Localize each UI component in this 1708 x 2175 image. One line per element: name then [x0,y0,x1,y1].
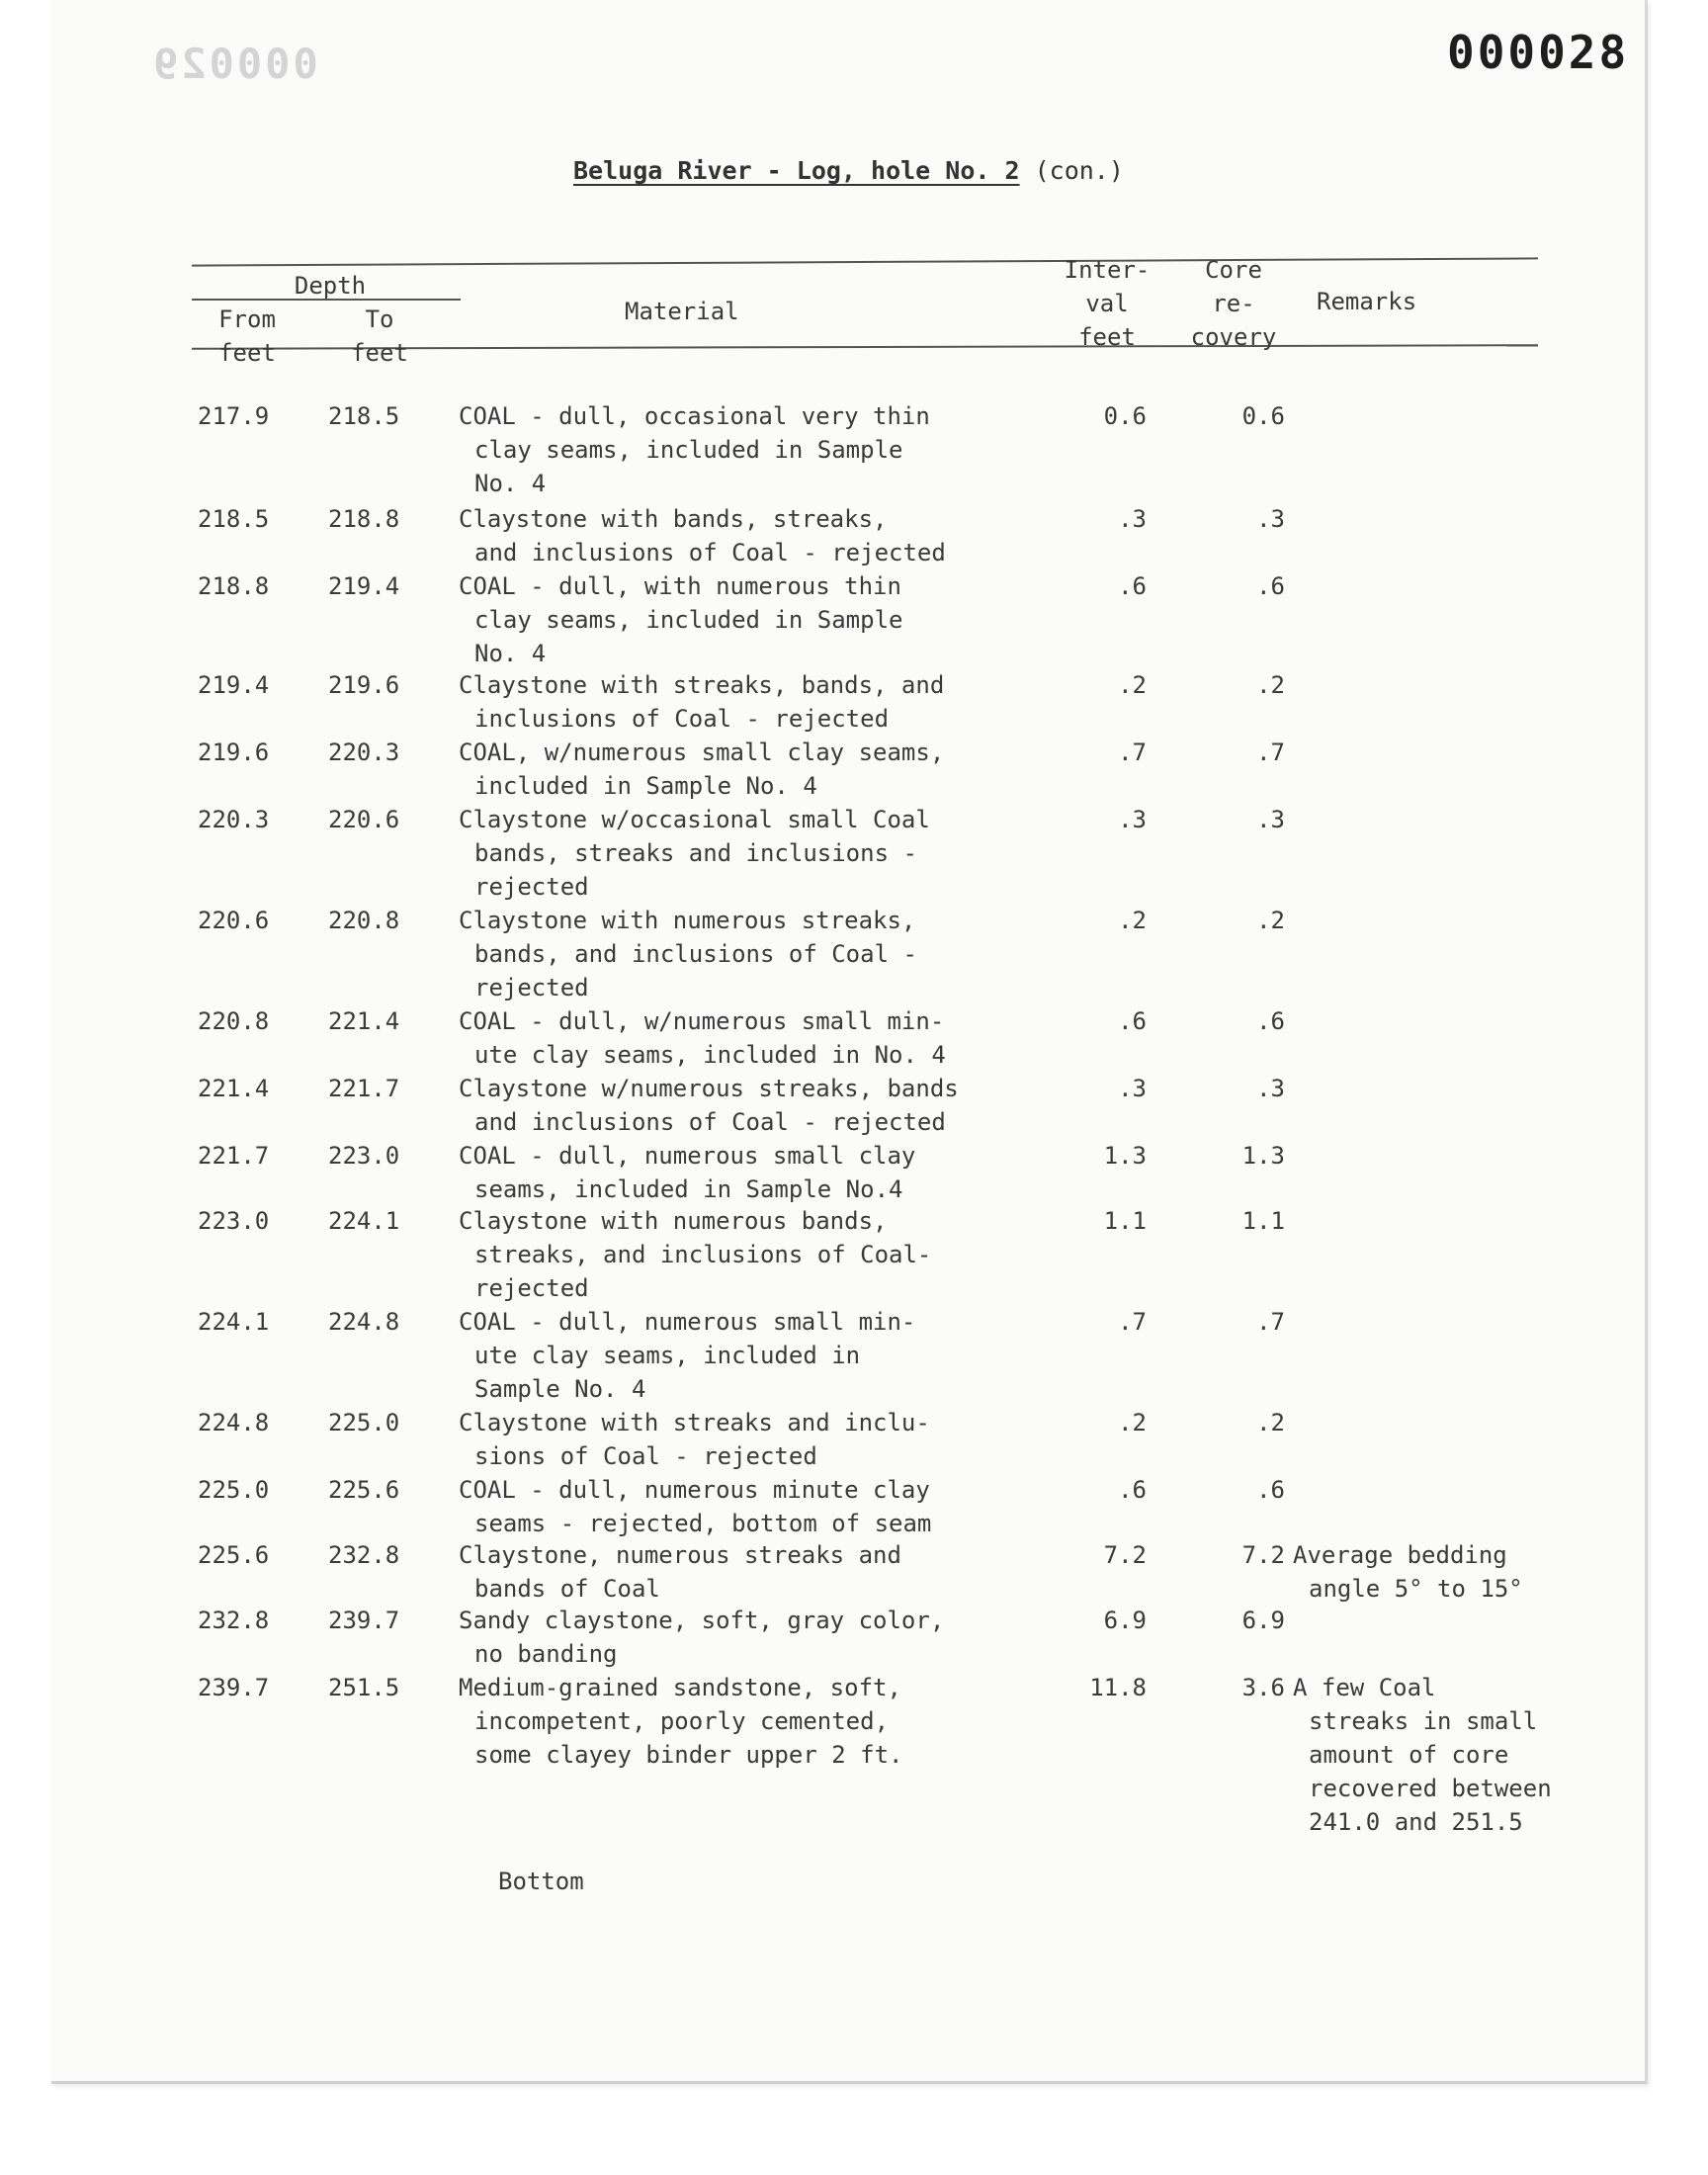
remarks [1293,1538,1523,1606]
material-line: ute clay seams, included in [474,1342,861,1369]
depth-from: 218.8 [198,572,270,600]
material-line: no banding [474,1640,618,1668]
remarks [1293,1671,1552,1839]
material-line: COAL - dull, numerous small min- [459,1308,916,1336]
interval-feet: .6 [1118,1007,1147,1035]
document-page [51,0,1648,2084]
material-description [459,1604,944,1671]
depth-to: 239.7 [328,1607,400,1634]
material-line: some clayey binder upper 2 ft. [474,1741,903,1769]
header-from [188,303,306,370]
material-line: Claystone, numerous streaks and [459,1541,901,1569]
depth-from: 224.8 [198,1409,270,1436]
header-interval-line: val [1085,290,1129,317]
material-line: ute clay seams, included in No. 4 [474,1041,946,1069]
material-line: clay seams, included in Sample [474,606,903,634]
core-recovery: 1.3 [1241,1142,1285,1170]
depth-from: 220.8 [198,1007,270,1035]
material-line: included in Sample No. 4 [474,772,817,800]
remarks-line: Average bedding [1293,1541,1507,1569]
material-line: COAL, w/numerous small clay seams, [459,739,945,766]
depth-to: 223.0 [328,1142,400,1170]
material-line: Sandy claystone, soft, gray color, [459,1607,945,1634]
remarks-line: angle 5° to 15° [1309,1575,1523,1603]
depth-to: 218.5 [328,402,400,430]
interval-feet: 6.9 [1103,1607,1147,1634]
depth-from: 218.5 [198,505,270,533]
core-recovery: .6 [1256,1007,1285,1035]
material-description [459,502,946,569]
depth-to: 220.6 [328,806,400,833]
material-line: Sample No. 4 [474,1375,646,1403]
depth-from: 221.7 [198,1142,270,1170]
depth-to: 224.1 [328,1207,400,1235]
header-core-line: Core [1205,256,1262,284]
remarks-line: 241.0 and 251.5 [1309,1808,1523,1836]
header-interval-line: feet [1078,323,1136,351]
material-line: Claystone w/numerous streaks, bands [459,1075,959,1102]
material-description [459,1139,915,1206]
material-line: inclusions of Coal - rejected [474,705,890,733]
material-line: sions of Coal - rejected [474,1442,817,1470]
header-core [1174,253,1293,354]
interval-feet: 11.8 [1089,1674,1147,1701]
depth-to: 221.4 [328,1007,400,1035]
remarks-line: amount of core [1309,1741,1509,1769]
depth-from: 220.3 [198,806,270,833]
material-line: COAL - dull, with numerous thin [459,572,901,600]
depth-to: 225.0 [328,1409,400,1436]
depth-to: 218.8 [328,505,400,533]
depth-from: 219.6 [198,739,270,766]
log-bottom-label: Bottom [498,1868,584,1895]
material-line: seams, included in Sample No.4 [474,1175,903,1203]
depth-to: 232.8 [328,1541,400,1569]
core-recovery: .2 [1256,671,1285,699]
title-main: Beluga River - Log, hole No. 2 [573,156,1020,185]
material-description [459,399,930,500]
depth-from: 225.6 [198,1541,270,1569]
depth-to: 224.8 [328,1308,400,1336]
core-recovery: .2 [1256,1409,1285,1436]
material-line: bands, streaks and inclusions - [474,839,917,867]
interval-feet: .7 [1118,1308,1147,1336]
material-description [459,569,902,670]
material-line: Claystone with streaks and inclu- [459,1409,930,1436]
core-recovery: .3 [1256,1075,1285,1102]
material-line: Claystone with numerous bands, [459,1207,888,1235]
depth-from: 224.1 [198,1308,270,1336]
material-line: rejected [474,974,589,1001]
table-top-rule [192,257,1538,266]
material-line: rejected [474,1274,589,1302]
material-line: Claystone with numerous streaks, [459,907,916,934]
depth-from: 223.0 [198,1207,270,1235]
material-line: bands, and inclusions of Coal - [474,940,917,968]
core-recovery: .6 [1256,1476,1285,1504]
interval-feet: .7 [1118,739,1147,766]
interval-feet: .3 [1118,806,1147,833]
depth-from: 217.9 [198,402,270,430]
core-recovery: 0.6 [1241,402,1285,430]
material-line: clay seams, included in Sample [474,436,903,464]
interval-feet: .3 [1118,1075,1147,1102]
material-description [459,1473,931,1540]
header-core-line: re- [1212,290,1255,317]
header-material: Material [625,298,739,325]
core-recovery: .3 [1256,806,1285,833]
core-recovery: 7.2 [1241,1541,1285,1569]
interval-feet: 1.3 [1103,1142,1147,1170]
material-line: incompetent, poorly cemented, [474,1707,890,1735]
material-line: COAL - dull, occasional very thin [459,402,930,430]
header-depth: Depth [294,272,367,300]
material-description [459,803,930,904]
material-description [459,736,944,803]
material-description [459,668,944,736]
depth-to: 219.6 [328,671,400,699]
depth-to: 221.7 [328,1075,400,1102]
depth-to: 225.6 [328,1476,400,1504]
core-recovery: 3.6 [1241,1674,1285,1701]
header-to-line: To [365,305,394,333]
material-line: No. 4 [474,470,547,497]
interval-feet: .6 [1118,572,1147,600]
material-line: Medium-grained sandstone, soft, [459,1674,901,1701]
title-suffix: (con.) [1019,156,1124,185]
material-line: Claystone with bands, streaks, [459,505,888,533]
header-from-line: feet [218,339,276,367]
core-recovery: .7 [1256,1308,1285,1336]
interval-feet: 0.6 [1103,402,1147,430]
interval-feet: .2 [1118,907,1147,934]
interval-feet: 1.1 [1103,1207,1147,1235]
interval-feet: .6 [1118,1476,1147,1504]
depth-from: 225.0 [198,1476,270,1504]
bleed-through-page-number: 000029 [150,40,318,88]
material-line: rejected [474,873,589,901]
page-number: 000028 [1447,26,1630,79]
depth-to: 220.3 [328,739,400,766]
material-description [459,1406,930,1473]
header-interval-line: Inter- [1064,256,1151,284]
core-recovery: .2 [1256,907,1285,934]
material-line: COAL - dull, w/numerous small min- [459,1007,945,1035]
remarks-line: A few Coal [1293,1674,1436,1701]
header-to-line: feet [351,339,408,367]
core-recovery: 1.1 [1241,1207,1285,1235]
material-line: COAL - dull, numerous small clay [459,1142,916,1170]
depth-from: 219.4 [198,671,270,699]
header-to [320,303,439,370]
material-line: bands of Coal [474,1575,660,1603]
depth-to: 219.4 [328,572,400,600]
depth-from: 232.8 [198,1607,270,1634]
core-recovery: .3 [1256,505,1285,533]
depth-from: 220.6 [198,907,270,934]
remarks-line: streaks in small [1309,1707,1538,1735]
material-description [459,1072,959,1139]
depth-to: 251.5 [328,1674,400,1701]
material-description [459,1004,946,1072]
header-core-line: covery [1190,323,1277,351]
header-interval [1048,253,1166,354]
interval-feet: .2 [1118,671,1147,699]
depth-from: 239.7 [198,1674,270,1701]
material-line: and inclusions of Coal - rejected [474,539,946,566]
remarks-line: recovered between [1309,1775,1552,1802]
header-from-line: From [218,305,276,333]
document-title [573,156,1124,185]
material-line: COAL - dull, numerous minute clay [459,1476,930,1504]
material-description [459,1671,902,1772]
interval-feet: .2 [1118,1409,1147,1436]
material-line: and inclusions of Coal - rejected [474,1108,946,1136]
material-description [459,1305,915,1406]
material-line: Claystone with streaks, bands, and [459,671,945,699]
interval-feet: 7.2 [1103,1541,1147,1569]
depth-from: 221.4 [198,1075,270,1102]
core-recovery: .6 [1256,572,1285,600]
material-description [459,1204,931,1305]
interval-feet: .3 [1118,505,1147,533]
material-description [459,904,917,1004]
material-line: streaks, and inclusions of Coal- [474,1241,932,1268]
depth-to: 220.8 [328,907,400,934]
material-line: No. 4 [474,640,547,667]
material-line: seams - rejected, bottom of seam [474,1510,932,1537]
material-description [459,1538,901,1606]
header-remarks: Remarks [1317,288,1417,315]
material-line: Claystone w/occasional small Coal [459,806,930,833]
core-recovery: .7 [1256,739,1285,766]
core-recovery: 6.9 [1241,1607,1285,1634]
